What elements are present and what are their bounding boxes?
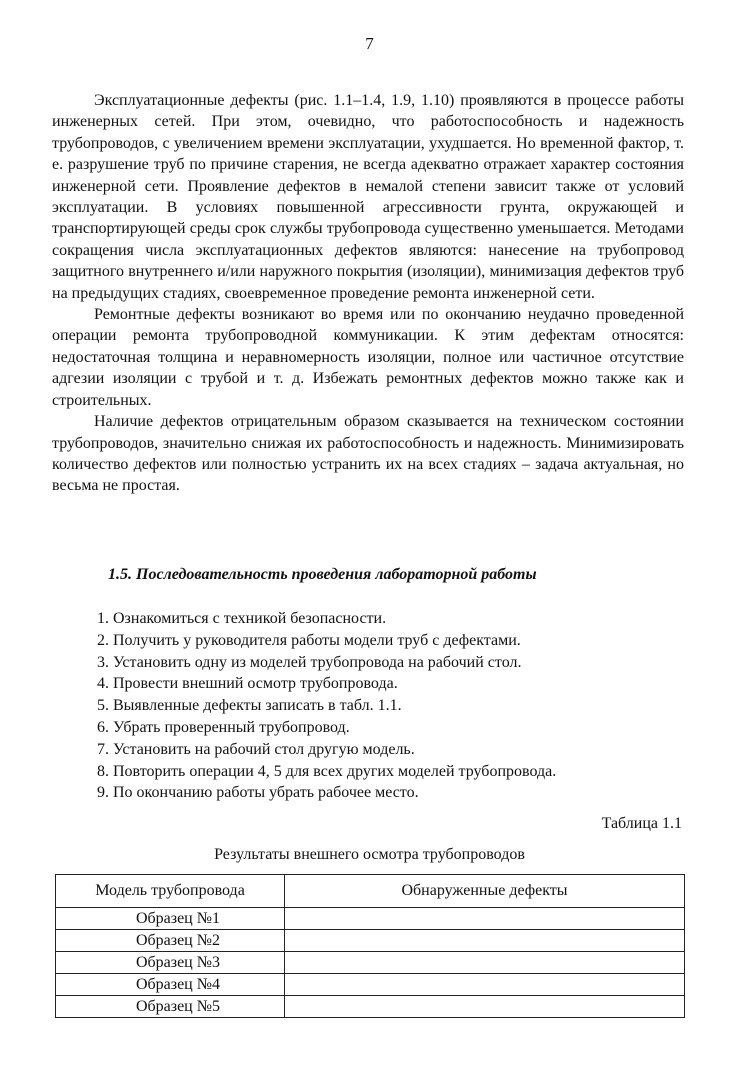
paragraph-repair-defects: Ремонтные дефекты возникают во время или по окончанию неудачно проведенной операции ремонта трубопроводной коммуникации. К этим дефектам относятся: недостаточная толщина и неравномерность изоляции, полное или частичное отсутствие адгезии изоляции с трубой и т. д. Избежать ремонтных дефектов можно также как и строительных.: [52, 306, 684, 409]
table-row: [56, 930, 685, 952]
list-item: 5. Выявленные дефекты записать в табл. 1.1.: [97, 697, 402, 715]
table-header-row: [56, 875, 685, 908]
defects-cell: [285, 930, 685, 952]
model-cell: Образец №4: [56, 974, 285, 996]
model-cell: Образец №3: [56, 952, 285, 974]
body-text: [52, 90, 684, 497]
list-item: 8. Повторить операции 4, 5 для всех других моделей трубопровода.: [97, 762, 557, 780]
table-row: [56, 996, 685, 1018]
table-caption: Результаты внешнего осмотра трубопроводов: [214, 846, 525, 863]
paragraph-operational-defects: Эксплуатационные дефекты (рис. 1.1–1.4, 1.9, 1.10) проявляются в процессе работы инженерных сетей. При этом, очевидно, что работоспособность и надежность трубопроводов, с увеличением времени эксплуатации, ухудшается. Но временной фактор, т. е. разрушение труб по причине старения, не всегда адекватно отражает характер состояния инженерной сети. Проявление дефектов в немалой степени зависит также от условий эксплуатации. В условиях повышенной агрессивности грунта, окружающей и транспортирующей среды срок службы трубопровода существенно уменьшается. Методами сокращения числа эксплуатационных дефектов являются: нанесение на трубопровод защитного внутреннего и/или наружного покрытия (изоляции), минимизация дефектов труб на предыдущих стадиях, своевременное проведение ремонта инженерной сети.: [52, 92, 684, 302]
table-row: [56, 974, 685, 996]
model-cell: Образец №1: [56, 908, 285, 930]
defects-cell: [285, 974, 685, 996]
paragraph-defects-impact: Наличие дефектов отрицательным образом сказывается на техническом состоянии трубопроводов, значительно снижая их работоспособность и надежность. Минимизировать количество дефектов или полностью устранить их на всех стадиях – задача актуальная, но весьма не простая.: [52, 413, 684, 495]
model-cell: Образец №5: [56, 996, 285, 1018]
list-item: 6. Убрать проверенный трубопровод.: [97, 718, 350, 736]
results-table: [55, 874, 685, 1018]
defects-cell: [285, 952, 685, 974]
table-row: [56, 952, 685, 974]
defects-cell: [285, 908, 685, 930]
table-label: Таблица 1.1: [601, 815, 682, 832]
list-item: 9. По окончанию работы убрать рабочее место.: [97, 784, 419, 802]
list-item: 1. Ознакомиться с техникой безопасности.: [97, 610, 387, 627]
defects-cell: [285, 996, 685, 1018]
column-header-model: Модель трубопровода: [56, 875, 285, 908]
section-heading: 1.5. Последовательность проведения лабораторной работы: [108, 566, 537, 583]
procedure-steps-list: [97, 608, 697, 804]
page-number: 7: [365, 34, 374, 53]
list-item: 4. Провести внешний осмотр трубопровода.: [97, 675, 398, 693]
table-row: [56, 908, 685, 930]
model-cell: Образец №2: [56, 930, 285, 952]
column-header-defects: Обнаруженные дефекты: [285, 875, 685, 908]
list-item: 3. Установить одну из моделей трубопровода на рабочий стол.: [97, 653, 522, 671]
list-item: 7. Установить на рабочий стол другую модель.: [97, 740, 415, 758]
list-item: 2. Получить у руководителя работы модели труб с дефектами.: [97, 631, 521, 649]
